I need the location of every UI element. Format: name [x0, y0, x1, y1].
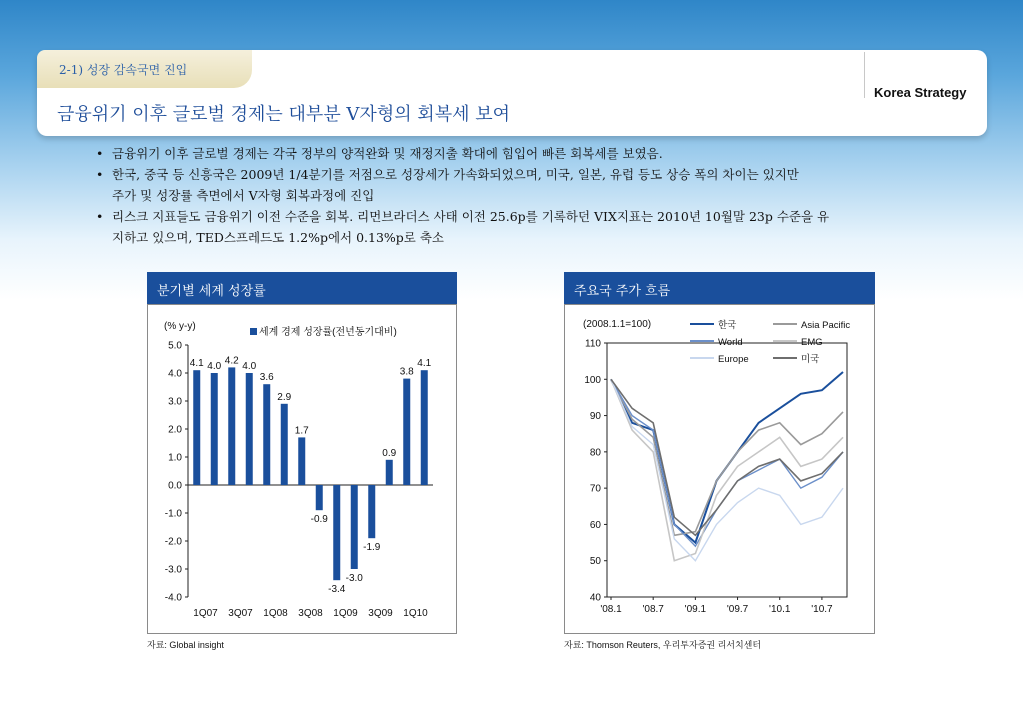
- page-title: 금융위기 이후 글로벌 경제는 대부분 V자형의 회복세 보여: [57, 104, 510, 125]
- bar-unit-label: (% y-y): [164, 321, 196, 332]
- line-x-tick-label: '08.7: [642, 604, 664, 615]
- line-x-tick-label: '08.1: [600, 604, 622, 615]
- line-series: [611, 379, 843, 535]
- line-y-tick-label: 80: [589, 447, 601, 459]
- bar: [211, 373, 218, 485]
- bullet-item: [96, 164, 966, 185]
- bar-value-label: 2.9: [277, 391, 292, 403]
- bullet-text: 리스크 지표들도 금융위기 이전 수준을 회복. 리먼브라더스 사태 이전 25.6p를 기록하던 VIX지표는 2010년 10월말 23p 수준을 유: [112, 209, 830, 224]
- bar: [333, 485, 340, 580]
- bar-y-tick-label: 0.0: [168, 480, 182, 492]
- line-chart: [565, 305, 874, 633]
- line-y-tick-label: 90: [589, 411, 601, 423]
- bar: [263, 384, 270, 485]
- bar: [403, 379, 410, 485]
- bar-legend-label: 세계 경제 성장률(전년동기대비): [259, 327, 397, 338]
- bar-value-label: -3.4: [328, 584, 346, 596]
- line-x-tick-label: '09.1: [684, 604, 707, 615]
- section-tab: [37, 50, 252, 88]
- bullet-item: [96, 143, 966, 164]
- bar-value-label: 4.2: [224, 355, 239, 367]
- bar-value-label: -3.0: [345, 573, 363, 584]
- bullet-text: 한국, 중국 등 신흥국은 2009년 1/4분기를 저점으로 성장세가 가속화되었으며, 미국, 일본, 유럽 등도 상승 폭의 차이는 있지만: [112, 167, 799, 182]
- line-legend-label: Europe: [718, 354, 749, 365]
- bar-value-label: 3.8: [399, 366, 414, 378]
- bar-value-label: 4.1: [189, 358, 204, 370]
- bar: [281, 404, 288, 485]
- bar: [386, 460, 393, 485]
- bullet-text: 금융위기 이후 글로벌 경제는 각국 정부의 양적완화 및 재정지출 확대에 힘입어 빠른 회복세를 보였음.: [112, 146, 663, 161]
- bar-y-tick-label: 4.0: [168, 368, 182, 380]
- bullet-text: 지하고 있으며, TED스프레드도 1.2%p에서 0.13%p로 축소: [112, 230, 444, 245]
- left-chart-header: [147, 272, 457, 304]
- left-chart-title: 분기별 세계 성장률: [157, 284, 266, 299]
- bar-x-tick-label: 1Q07: [193, 608, 218, 619]
- bar-value-label: 4.0: [207, 361, 222, 372]
- brand-label: Korea Strategy: [874, 85, 967, 100]
- bar-value-label: -0.9: [310, 514, 328, 526]
- bar: [421, 370, 428, 485]
- bar: [368, 485, 375, 538]
- bar: [351, 485, 358, 569]
- line-y-tick-label: 110: [585, 338, 601, 350]
- line-x-tick-label: '10.1: [769, 604, 791, 615]
- left-chart-box: [147, 304, 457, 634]
- bullet-text: 주가 및 성장률 측면에서 V자형 회복과정에 진입: [112, 188, 375, 203]
- bar-value-label: 0.9: [382, 447, 397, 459]
- line-legend-label: EMG: [801, 337, 823, 348]
- right-source: 자료: Thomson Reuters, 우리투자증권 리서치센터: [564, 640, 762, 650]
- bullet-dot-icon: •: [96, 209, 104, 224]
- bar-value-label: 4.1: [417, 358, 432, 370]
- header-divider: [864, 52, 865, 98]
- bar-value-label: -1.9: [363, 542, 381, 554]
- bullet-list: [96, 143, 966, 248]
- line-unit-label: (2008.1.1=100): [583, 319, 652, 330]
- bar: [246, 373, 253, 485]
- bar-x-tick-label: 1Q09: [333, 608, 358, 619]
- line-series: [611, 379, 843, 535]
- line-x-tick-label: '10.7: [811, 604, 833, 615]
- bar-y-tick-label: -4.0: [164, 592, 182, 604]
- bar-y-tick-label: 1.0: [168, 452, 182, 464]
- bar-chart: [148, 305, 456, 633]
- bar-x-tick-label: 3Q09: [368, 608, 393, 619]
- bar: [298, 437, 305, 485]
- line-series: [611, 379, 843, 560]
- bar: [193, 370, 200, 485]
- bar: [316, 485, 323, 510]
- line-legend-label: 한국: [718, 320, 737, 331]
- bar: [228, 367, 235, 485]
- bar-y-tick-label: -1.0: [164, 508, 182, 520]
- line-y-tick-label: 60: [589, 519, 601, 531]
- right-chart-header: [564, 272, 875, 304]
- bar-legend-swatch: [250, 328, 257, 335]
- bar-y-tick-label: -2.0: [164, 536, 182, 548]
- bar-y-tick-label: 3.0: [168, 396, 182, 408]
- bullet-continuation: [96, 227, 966, 248]
- bullet-item: [96, 206, 966, 227]
- bar-x-tick-label: 1Q10: [403, 608, 428, 619]
- line-legend-label: Asia Pacific: [801, 320, 851, 331]
- bar-x-tick-label: 3Q08: [298, 608, 323, 619]
- bar-y-tick-label: -3.0: [164, 564, 182, 576]
- bar-value-label: 4.0: [242, 361, 257, 372]
- bar-x-tick-label: 1Q08: [263, 608, 288, 619]
- bar-y-tick-label: 2.0: [168, 424, 182, 436]
- bar-x-tick-label: 3Q07: [228, 608, 253, 619]
- line-legend-label: World: [718, 337, 743, 348]
- line-y-tick-label: 50: [589, 556, 601, 568]
- bar-y-tick-label: 5.0: [168, 340, 182, 352]
- left-source: 자료: Global insight: [147, 640, 224, 650]
- line-y-tick-label: 70: [589, 483, 601, 495]
- line-x-tick-label: '09.7: [726, 604, 749, 615]
- bar-value-label: 1.7: [294, 425, 309, 437]
- bar-value-label: 3.6: [259, 372, 274, 384]
- line-y-tick-label: 40: [589, 592, 601, 604]
- right-chart-title: 주요국 주가 흐름: [574, 284, 671, 299]
- line-y-tick-label: 100: [584, 374, 601, 386]
- line-plot-frame: [607, 343, 847, 597]
- line-series: [611, 379, 843, 560]
- bullet-dot-icon: •: [96, 167, 104, 182]
- line-legend-label: 미국: [801, 354, 820, 365]
- right-chart-box: [564, 304, 875, 634]
- bullet-continuation: [96, 185, 966, 206]
- line-series: [611, 372, 843, 543]
- bullet-dot-icon: •: [96, 146, 104, 161]
- section-label: 2-1) 성장 감속국면 진입: [59, 63, 188, 77]
